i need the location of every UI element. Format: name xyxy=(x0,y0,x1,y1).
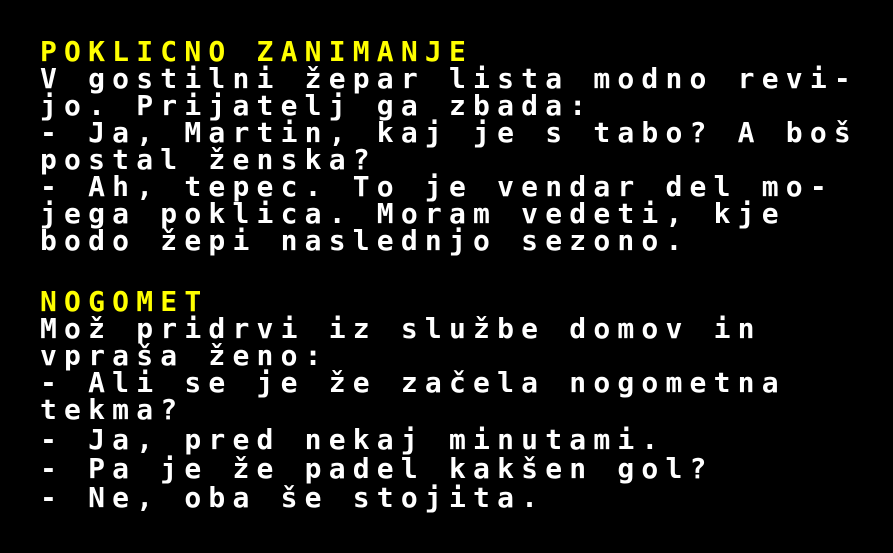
story-line: - Ali se je že začela nogometna xyxy=(40,366,786,399)
story-line: tekma? xyxy=(40,393,185,426)
story-line: jega poklica. Moram vedeti, kje xyxy=(40,197,786,230)
story-line: - Ah, tepec. To je vendar del mo- xyxy=(40,170,834,203)
story-line: jo. Prijatelj ga zbada: xyxy=(40,89,594,122)
story-line: Mož pridrvi iz službe domov in xyxy=(40,312,762,345)
story-line: vpraša ženo: xyxy=(40,339,329,372)
story-line: - Ja, Martin, kaj je s tabo? A boš xyxy=(40,116,858,149)
story-line: - Ja, pred nekaj minutami. xyxy=(40,423,666,456)
story-line: bodo žepi naslednjo sezono. xyxy=(40,224,690,257)
story-line: - Ne, oba še stojita. xyxy=(40,481,546,514)
story-line: - Pa je že padel kakšen gol? xyxy=(40,452,714,485)
story-line: postal ženska? xyxy=(40,143,377,176)
story-title-poklicno-zanimanje: POKLICNO ZANIMANJE xyxy=(40,35,474,68)
story-line: V gostilni žepar lista modno revi- xyxy=(40,62,858,95)
story-title-nogomet: NOGOMET xyxy=(40,285,209,318)
